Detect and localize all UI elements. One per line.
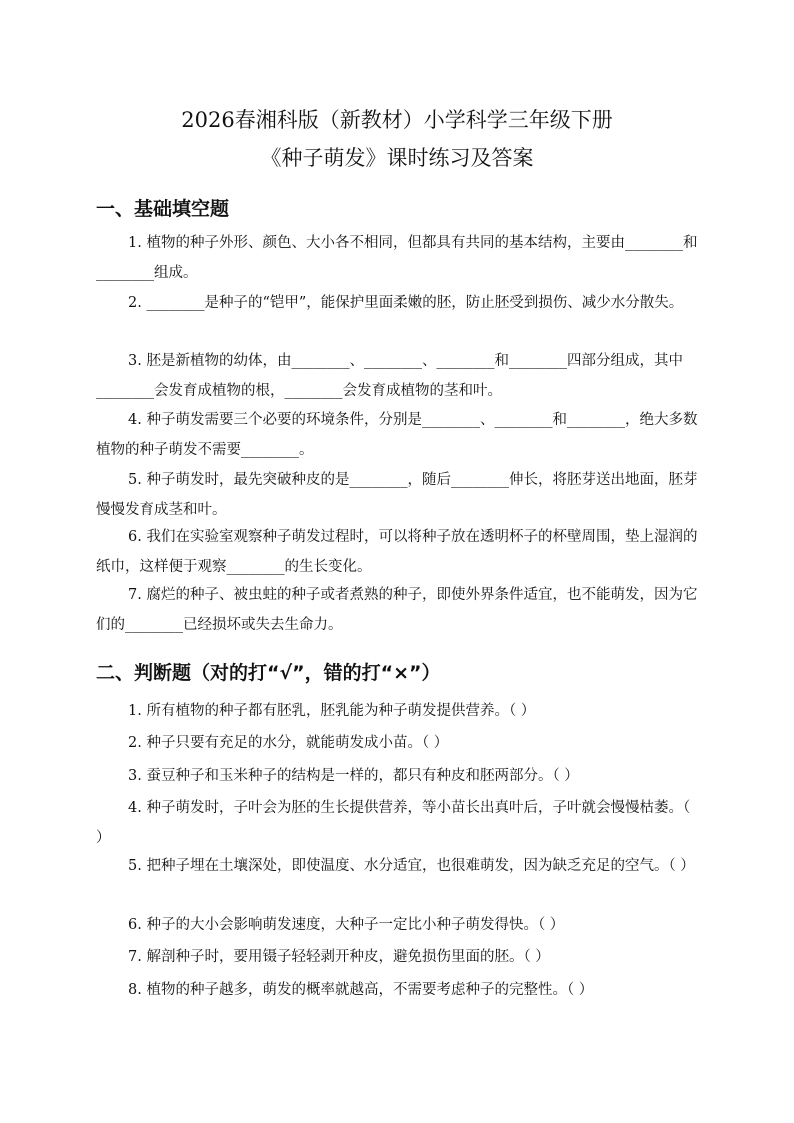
- true-false-question-5: 5. 把种子埋在土壤深处，即使温度、水分适宜，也很难萌发，因为缺乏充足的空气。（ ）: [128, 858, 695, 874]
- section-heading-fill-in: 一、基础填空题: [96, 198, 230, 220]
- true-false-question-7: 7. 解剖种子时，要用镊子轻轻剥开种皮，避免损伤里面的胚。（ ）: [128, 949, 550, 965]
- fill-in-question-1: 1. 植物的种子外形、颜色、大小各不相同，但都具有共同的基本结构，主要由________和________组成。: [96, 235, 698, 281]
- true-false-question-1: 1. 所有植物的种子都有胚乳，胚乳能为种子萌发提供营养。（ ）: [128, 703, 536, 719]
- fill-in-question-5: 5. 种子萌发时，最先突破种皮的是________，随后________伸长，将胚芽送出地面，胚芽慢慢发育成茎和叶。: [96, 472, 698, 518]
- section-heading-true-false: 二、判断题（对的打“√”，错的打“×”）: [96, 662, 441, 684]
- true-false-question-6: 6. 种子的大小会影响萌发速度，大种子一定比小种子萌发得快。（ ）: [128, 917, 565, 933]
- fill-in-question-2: 2. ________是种子的“铠甲”，能保护里面柔嫩的胚，防止胚受到损伤、减少水分散失。: [128, 295, 684, 311]
- true-false-question-8: 8. 植物的种子越多，萌发的概率就越高，不需要考虑种子的完整性。（ ）: [128, 982, 594, 998]
- fill-in-question-7: 7. 腐烂的种子、被虫蛀的种子或者煮熟的种子，即使外界条件适宜，也不能萌发，因为它们的________已经损坏或失去生命力。: [96, 587, 698, 633]
- document-title-line2: 《种子萌发》课时练习及答案: [260, 146, 534, 170]
- true-false-question-4: 4. 种子萌发时，子叶会为胚的生长提供营养，等小苗长出真叶后，子叶就会慢慢枯萎。（ ）: [96, 800, 691, 846]
- fill-in-question-3: 3. 胚是新植物的幼体，由________、________、________和________四部分组成，其中________会发育成植物的根，________会发育成植物的茎和叶。: [96, 353, 683, 399]
- fill-in-question-6: 6. 我们在实验室观察种子萌发过程时，可以将种子放在透明杯子的杯壁周围，垫上湿润的纸巾，这样便于观察________的生长变化。: [96, 529, 698, 575]
- document-title-line1: 2026春湘科版（新教材）小学科学三年级下册: [181, 108, 613, 132]
- true-false-question-3: 3. 蚕豆种子和玉米种子的结构是一样的，都只有种皮和胚两部分。（ ）: [128, 768, 579, 784]
- true-false-question-2: 2. 种子只要有充足的水分，就能萌发成小苗。（ ）: [128, 735, 449, 751]
- fill-in-question-4: 4. 种子萌发需要三个必要的环境条件，分别是________、________和________，绝大多数植物的种子萌发不需要________。: [96, 412, 698, 458]
